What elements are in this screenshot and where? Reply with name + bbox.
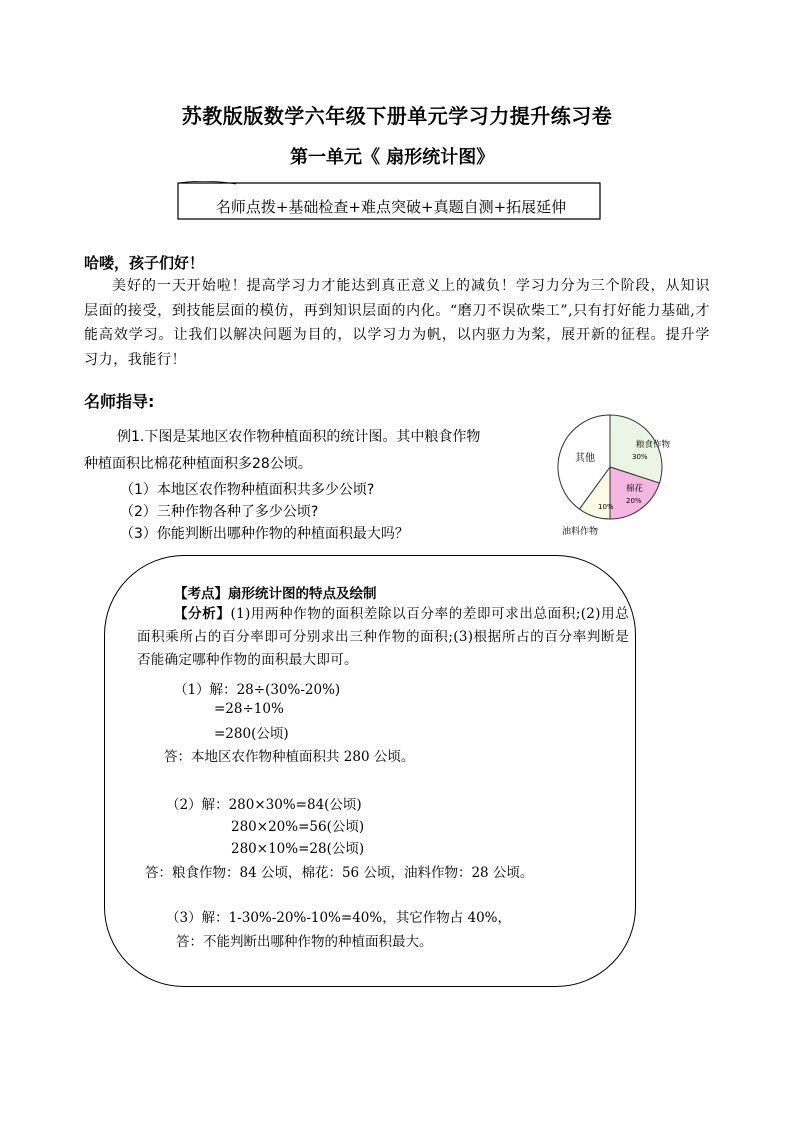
fenxi-tag: 【分析】 xyxy=(174,606,231,622)
part3-answer: 答：不能判断出哪种作物的种植面积最大。 xyxy=(176,934,433,950)
part2-step1: （2）解：280×30%=84(公顷) xyxy=(166,797,362,813)
question-3: （3）你能判断出哪种作物的种植面积最大吗？ xyxy=(120,526,409,542)
section-title: 名师指导: xyxy=(84,392,155,411)
part1-answer: 答：本地区农作物种植面积共 280 公顷。 xyxy=(164,749,415,765)
banner-text: 名师点拨+基础检查+难点突破+真题自测+拓展延伸 xyxy=(215,198,567,216)
kaodian-text: 扇形统计图的特点及绘制 xyxy=(228,586,377,602)
pie-chart xyxy=(540,405,680,540)
part1-step2: =28÷10% xyxy=(214,701,284,717)
fenxi-paragraph xyxy=(137,603,629,672)
part2-answer: 答：粮食作物：84 公顷，棉花：56 公顷，油料作物：28 公顷。 xyxy=(145,865,534,881)
part1-step1: （1）解：28÷(30%-20%) xyxy=(174,682,341,698)
pie-label-slice-cotton: 棉花 xyxy=(626,484,644,494)
intro-paragraph: 美好的一天开始啦！提高学习力才能达到真正意义上的减负！学习力分为三个阶段，从知识层面的接受，到技能层面的模仿，再到知识层面的内化。“磨刀不误砍柴工”,只有打好能力基础,才能高效学习。让我们以解决问题为目的，以学习力为帆，以内驱力为桨，展开新的征程。提升学习力，我能行！ xyxy=(84,278,710,368)
page-title: 苏教版版数学六年级下册单元学习力提升练习卷 xyxy=(181,104,613,128)
pie-outside-label: 油料作物 xyxy=(562,527,599,537)
question-2: （2）三种作物各种了多少公顷? xyxy=(120,504,319,520)
unit-subtitle: 第一单元《 扇形统计图》 xyxy=(290,147,495,168)
part2-step3: 280×10%=28(公顷) xyxy=(231,841,365,857)
kaodian-line xyxy=(174,582,377,602)
part3-step1: （3）解：1-30%-20%-10%=40%，其它作物占 40%， xyxy=(166,910,511,926)
greeting: 哈喽，孩子们好！ xyxy=(84,254,205,272)
pie-value-slice-oil: 10% xyxy=(598,503,614,511)
question-1: （1）本地区农作物种植面积共多少公顷? xyxy=(120,482,375,498)
pie-value-slice-grain: 30% xyxy=(632,453,648,461)
pie-value-slice-cotton: 20% xyxy=(626,497,642,505)
pie-label-slice-grain: 粮食作物 xyxy=(636,440,671,450)
fenxi-text: (1)用两种作物的面积差除以百分率的差即可求出总面积;(2)用总面积乘所占的百分率即可分别求出三种作物的面积;(3)根据所占的百分率判断是否能确定哪种作物的面积最大即可。 xyxy=(137,606,629,668)
kaodian-tag: 【考点】 xyxy=(174,586,228,602)
example-line-1: 例1.下图是某地区农作物种植面积的统计图。其中粮食作物 xyxy=(117,429,481,445)
part1-step3: =280(公顷) xyxy=(214,726,289,742)
example-line-2: 种植面积比棉花种植面积多28公顷。 xyxy=(84,456,312,472)
part2-step2: 280×20%=56(公顷) xyxy=(231,819,365,835)
pie-label-slice-other: 其他 xyxy=(575,453,595,464)
